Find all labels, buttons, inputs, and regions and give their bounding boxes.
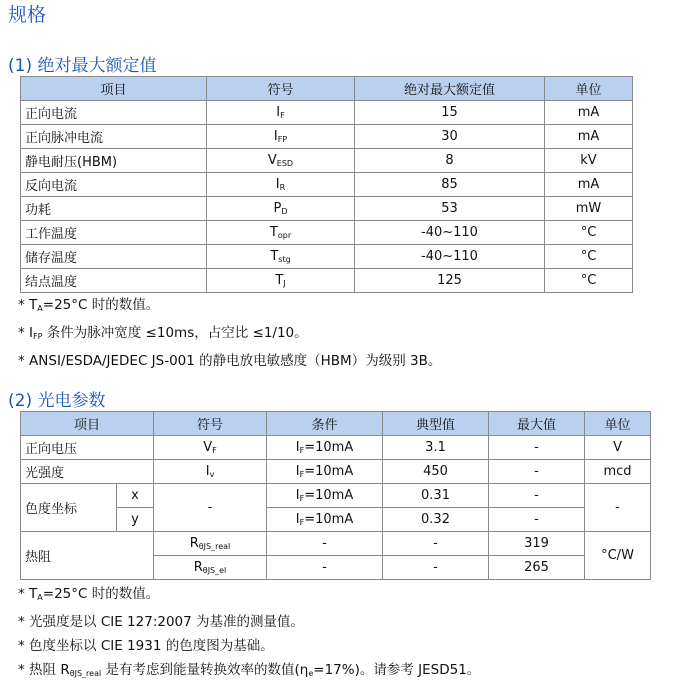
table-row [21,269,633,293]
unit-cell: °C [545,245,633,269]
rating-cell: 30 [355,125,545,149]
section-title-absolute-max: (1) 绝对最大额定值 [8,56,157,76]
typical-cell: 0.31 [383,484,489,508]
page-title: 规格 [8,4,47,26]
header-item: 项目 [21,412,154,436]
unit-cell: mA [545,101,633,125]
item-cell: 反向电流 [21,173,207,197]
item-cell: 工作温度 [21,221,207,245]
note-line: * ANSI/ESDA/JEDEC JS-001 的静电放电敏感度（HBM）为级别 3B。 [18,353,442,369]
item-cell: 正向脉冲电流 [21,125,207,149]
header-symbol: 符号 [154,412,267,436]
rating-cell: 85 [355,173,545,197]
typical-cell: - [383,556,489,580]
symbol-cell: $R_{\theta JS\_el}$ [154,556,267,580]
max-cell: - [489,436,585,460]
table-row [21,101,633,125]
condition-cell: - [267,556,383,580]
max-cell: 265 [489,556,585,580]
header-item: 项目 [21,77,207,101]
symbol-cell: $T_J$ [207,269,355,293]
unit-cell: V [585,436,651,460]
table-row [21,197,633,221]
item-cell: 结点温度 [21,269,207,293]
symbol-cell: $R_{\theta JS\_real}$ [154,532,267,556]
table-row-forward-voltage [21,436,651,460]
item-cell: 色度坐标 [21,484,117,532]
symbol-cell: $I_v$ [154,460,267,484]
table-row-chroma-x [21,484,651,508]
note-line: * $T_A=25^\circ C$ 时的数值。 [18,586,160,602]
table-row-luminous-intensity [21,460,651,484]
item-cell: 光强度 [21,460,154,484]
note-line: * 色度坐标以 CIE 1931 的色度图为基础。 [18,638,274,654]
note-line: * $T_A=25^\circ C$ 时的数值。 [18,297,160,313]
symbol-cell: $V_F$ [154,436,267,460]
condition-cell: $I_F=10mA$ [267,460,383,484]
rating-cell: 125 [355,269,545,293]
unit-cell: °C/W [585,532,651,580]
max-cell: - [489,508,585,532]
condition-cell: $I_F=10mA$ [267,508,383,532]
symbol-cell: $V_{ESD}$ [207,149,355,173]
note-line: * 热阻 $R_{\theta JS\_real}$ 是有考虑到能量转换效率的数值$(\eta_e=17\%)$。请参考 JESD51。 [18,662,481,678]
max-cell: 319 [489,532,585,556]
note-line: * $I_{FP}$ 条件为脉冲宽度 ≤10ms，占空比 ≤1/10。 [18,325,308,341]
condition-cell: $I_F=10mA$ [267,484,383,508]
item-cell: 正向电流 [21,101,207,125]
unit-cell: mA [545,125,633,149]
optical-params-table [20,411,651,580]
table-header-row [21,77,633,101]
item-cell: 储存温度 [21,245,207,269]
typical-cell: 3.1 [383,436,489,460]
rating-cell: 15 [355,101,545,125]
symbol-cell: $I_{FP}$ [207,125,355,149]
header-rating: 绝对最大额定值 [355,77,545,101]
notes-absolute-max [18,293,441,373]
symbol-cell: $T_{opr}$ [207,221,355,245]
unit-cell: °C [545,269,633,293]
header-condition: 条件 [267,412,383,436]
rating-cell: 8 [355,149,545,173]
note-line: * 光强度是以 CIE 127:2007 为基准的测量值。 [18,614,305,630]
max-cell: - [489,460,585,484]
table-row [21,221,633,245]
symbol-cell: $T_{stg}$ [207,245,355,269]
item-cell: 静电耐压(HBM) [21,149,207,173]
header-unit: 单位 [585,412,651,436]
unit-cell: mA [545,173,633,197]
header-symbol: 符号 [207,77,355,101]
table-row [21,245,633,269]
condition-cell: - [267,532,383,556]
unit-cell: mcd [585,460,651,484]
condition-cell: $I_F=10mA$ [267,436,383,460]
item-cell: 正向电压 [21,436,154,460]
typical-cell: 0.32 [383,508,489,532]
table-row [21,173,633,197]
table-header-row [21,412,651,436]
coordinate-label: x [117,484,154,508]
symbol-cell: $I_R$ [207,173,355,197]
symbol-cell: $I_F$ [207,101,355,125]
header-unit: 单位 [545,77,633,101]
unit-cell: - [585,484,651,532]
typical-cell: 450 [383,460,489,484]
header-typical: 典型值 [383,412,489,436]
typical-cell: - [383,532,489,556]
rating-cell: -40~110 [355,221,545,245]
notes-optical [18,582,480,686]
unit-cell: mW [545,197,633,221]
absolute-max-table [20,76,633,293]
rating-cell: -40~110 [355,245,545,269]
coordinate-label: y [117,508,154,532]
rating-cell: 53 [355,197,545,221]
unit-cell: kV [545,149,633,173]
section-title-optical: (2) 光电参数 [8,391,106,411]
symbol-cell: $P_D$ [207,197,355,221]
max-cell: - [489,484,585,508]
table-row [21,125,633,149]
table-row [21,149,633,173]
symbol-cell: - [154,484,267,532]
item-cell: 功耗 [21,197,207,221]
header-max: 最大值 [489,412,585,436]
unit-cell: °C [545,221,633,245]
item-cell: 热阻 [21,532,154,580]
table-row-thermal-real [21,532,651,556]
